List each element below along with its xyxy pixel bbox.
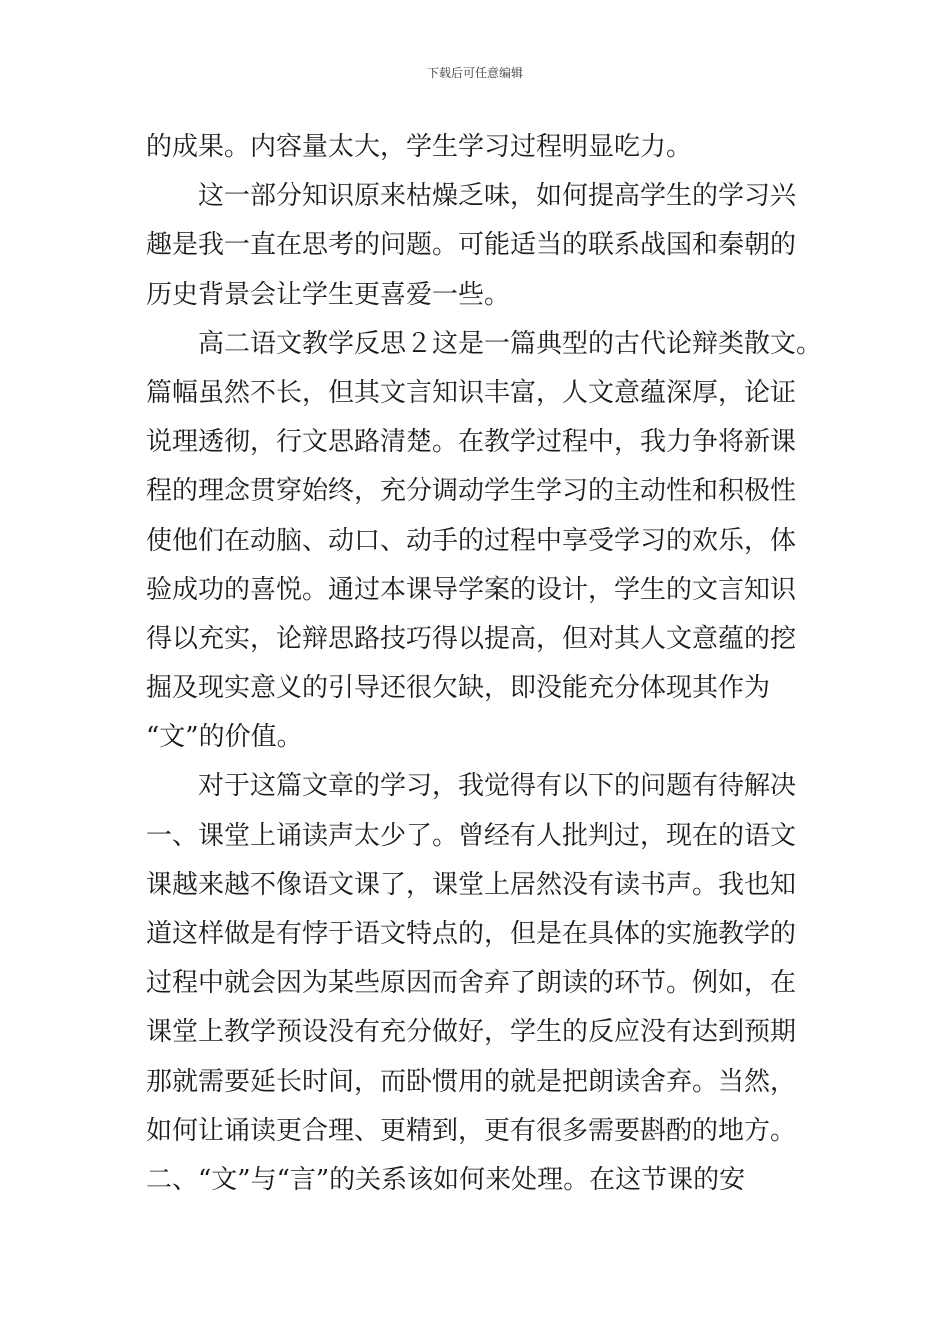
document-body [146, 123, 823, 1205]
page-header: 下载后可任意编辑 [426, 66, 523, 80]
text-line: 使他们在动脑、动口、动手的过程中享受学习的欢乐，体 [146, 525, 797, 556]
text-line: “文”的价值。 [146, 722, 303, 753]
text-line: 课越来越不像语文课了，课堂上居然没有读书声。我也知 [146, 869, 797, 900]
text-line: 对于这篇文章的学习，我觉得有以下的问题有待解决 [146, 771, 797, 802]
text-line: 过程中就会因为某些原因而舍弃了朗读的环节。例如，在 [146, 968, 797, 999]
text-line: 的成果。内容量太大，学生学习过程明显吃力。 [146, 132, 693, 162]
text-line: 二、“文”与“言”的关系该如何来处理。在这节课的安 [146, 1164, 746, 1195]
text-line: 这一部分知识原来枯燥乏味，如何提高学生的学习兴 [146, 181, 797, 212]
text-line: 程的理念贯穿始终，充分调动学生学习的主动性和积极性 [146, 476, 797, 507]
text-line: 趣是我一直在思考的问题。可能适当的联系战国和秦朝的 [146, 230, 797, 261]
text-line: 掘及现实意义的引导还很欠缺，即没能充分体现其作为 [146, 673, 771, 704]
text-line: 高二语文教学反思２这是一篇典型的古代论辩类散文。 [146, 328, 823, 359]
text-line: 验成功的喜悦。通过本课导学案的设计，学生的文言知识 [146, 574, 797, 605]
text-line: 如何让诵读更合理、更精到，更有很多需要斟酌的地方。 [146, 1115, 797, 1146]
text-line: 那就需要延长时间，而卧惯用的就是把朗读舍弃。当然， [146, 1066, 797, 1097]
text-line: 历史背景会让学生更喜爱一些。 [146, 279, 511, 310]
text-line: 道这样做是有悖于语文特点的，但是在具体的实施教学的 [146, 919, 797, 949]
text-line: 得以充实，论辩思路技巧得以提高，但对其人文意蕴的挖 [146, 623, 797, 654]
text-line: 说理透彻，行文思路清楚。在教学过程中，我力争将新课 [146, 427, 797, 458]
text-line: 一、课堂上诵读声太少了。曾经有人批判过，现在的语文 [146, 820, 797, 851]
text-line: 课堂上教学预设没有充分做好，学生的反应没有达到预期 [146, 1017, 797, 1048]
text-line: 篇幅虽然不长，但其文言知识丰富，人文意蕴深厚，论证 [146, 377, 797, 408]
